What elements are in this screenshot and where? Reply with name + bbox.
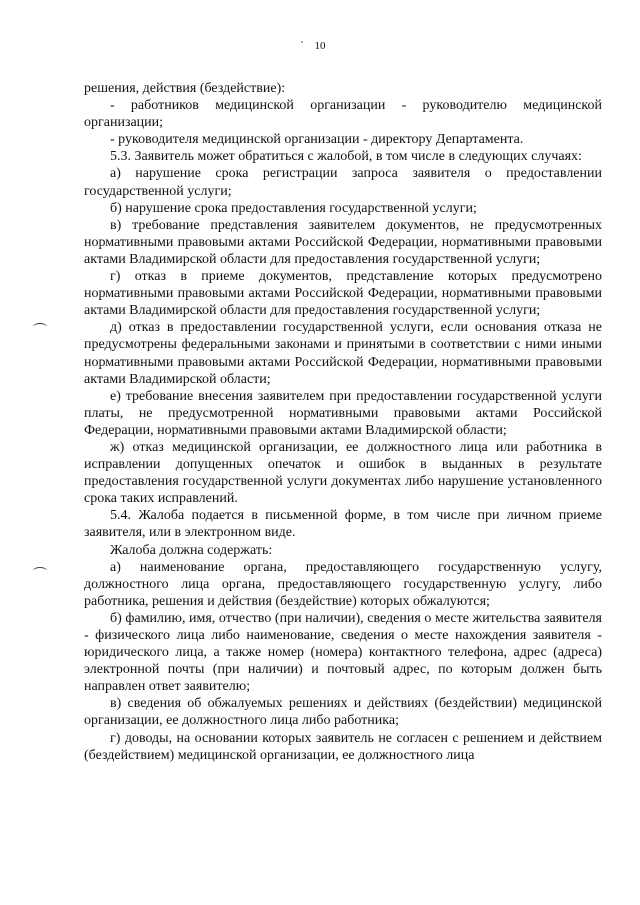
paragraph: г) отказ в приеме документов, представление которых предусмотрено нормативными правовыми актами Российской Федерации, нормативными правовыми актами Владимирской области для предоставления государственной услуги; (84, 269, 602, 319)
paragraph: Жалоба должна содержать: (110, 542, 273, 558)
paragraph: г) доводы, на основании которых заявитель не согласен с решением и действием (бездействием) медицинской организации, ее должностного лица (84, 730, 602, 763)
paragraph: д) отказ в предоставлении государственной услуги, если основания отказа не предусмотрены федеральными законами и принятыми в соответствии с ними иными нормативными правовыми актами Российской Федерации, нормативными правовыми актами Владимирской области; (84, 320, 602, 387)
paragraph: - руководителя медицинской организации - директору Департамента. (110, 132, 524, 148)
document-body (84, 80, 602, 764)
paragraph: - работников медицинской организации - руководителю медицинской организации; (84, 98, 602, 131)
paragraph: б) фамилию, имя, отчество (при наличии), сведения о месте жительства заявителя - физического лица либо наименование, сведения о месте нахождения заявителя - юридического лица, а также номер (номера) контактного телефона, адрес (адреса) электронной почты (при наличии) и почтовый адрес, по которым должен быть направлен ответ заявителю; (84, 610, 602, 695)
paragraph: в) сведения об обжалуемых решениях и действиях (бездействии) медицинской организации, ее должностного лица либо работника; (84, 696, 602, 729)
paragraph: а) нарушение срока регистрации запроса заявителя о предоставлении государственной услуги; (84, 166, 602, 199)
paragraph: 5.3. Заявитель может обратиться с жалобой, в том числе в следующих случаях: (110, 149, 582, 165)
margin-mark (33, 567, 47, 575)
paragraph: б) нарушение срока предоставления государственной услуги; (110, 200, 477, 216)
margin-mark (33, 323, 47, 331)
scan-speck (301, 41, 303, 43)
paragraph: ж) отказ медицинской организации, ее должностного лица или работника в исправлении допущенных опечаток и ошибок в выданных в результате предоставления государственной услуги документах либо нарушение установленного срока таких исправлений. (84, 439, 602, 507)
paragraph: 5.4. Жалоба подается в письменной форме, в том числе при личном приеме заявителя, или в электронном виде. (84, 508, 602, 541)
page-number: 10 (314, 40, 326, 52)
paragraph: решения, действия (бездействие): (84, 81, 286, 96)
paragraph: а) наименование органа, предоставляющего государственную услугу, должностного лица органа, предоставляющего государственную услугу, либо работника, решения и действия (бездействие) которых обжалуются; (84, 559, 602, 609)
paragraph: е) требование внесения заявителем при предоставлении государственной услуги платы, не предусмотренной нормативными правовыми актами Российской Федерации, нормативными правовыми актами Владимирской области; (84, 388, 602, 438)
paragraph: в) требование представления заявителем документов, не предусмотренных нормативными правовыми актами Российской Федерации, нормативными правовыми актами Владимирской области для предоставления государственной услуги; (84, 217, 602, 267)
